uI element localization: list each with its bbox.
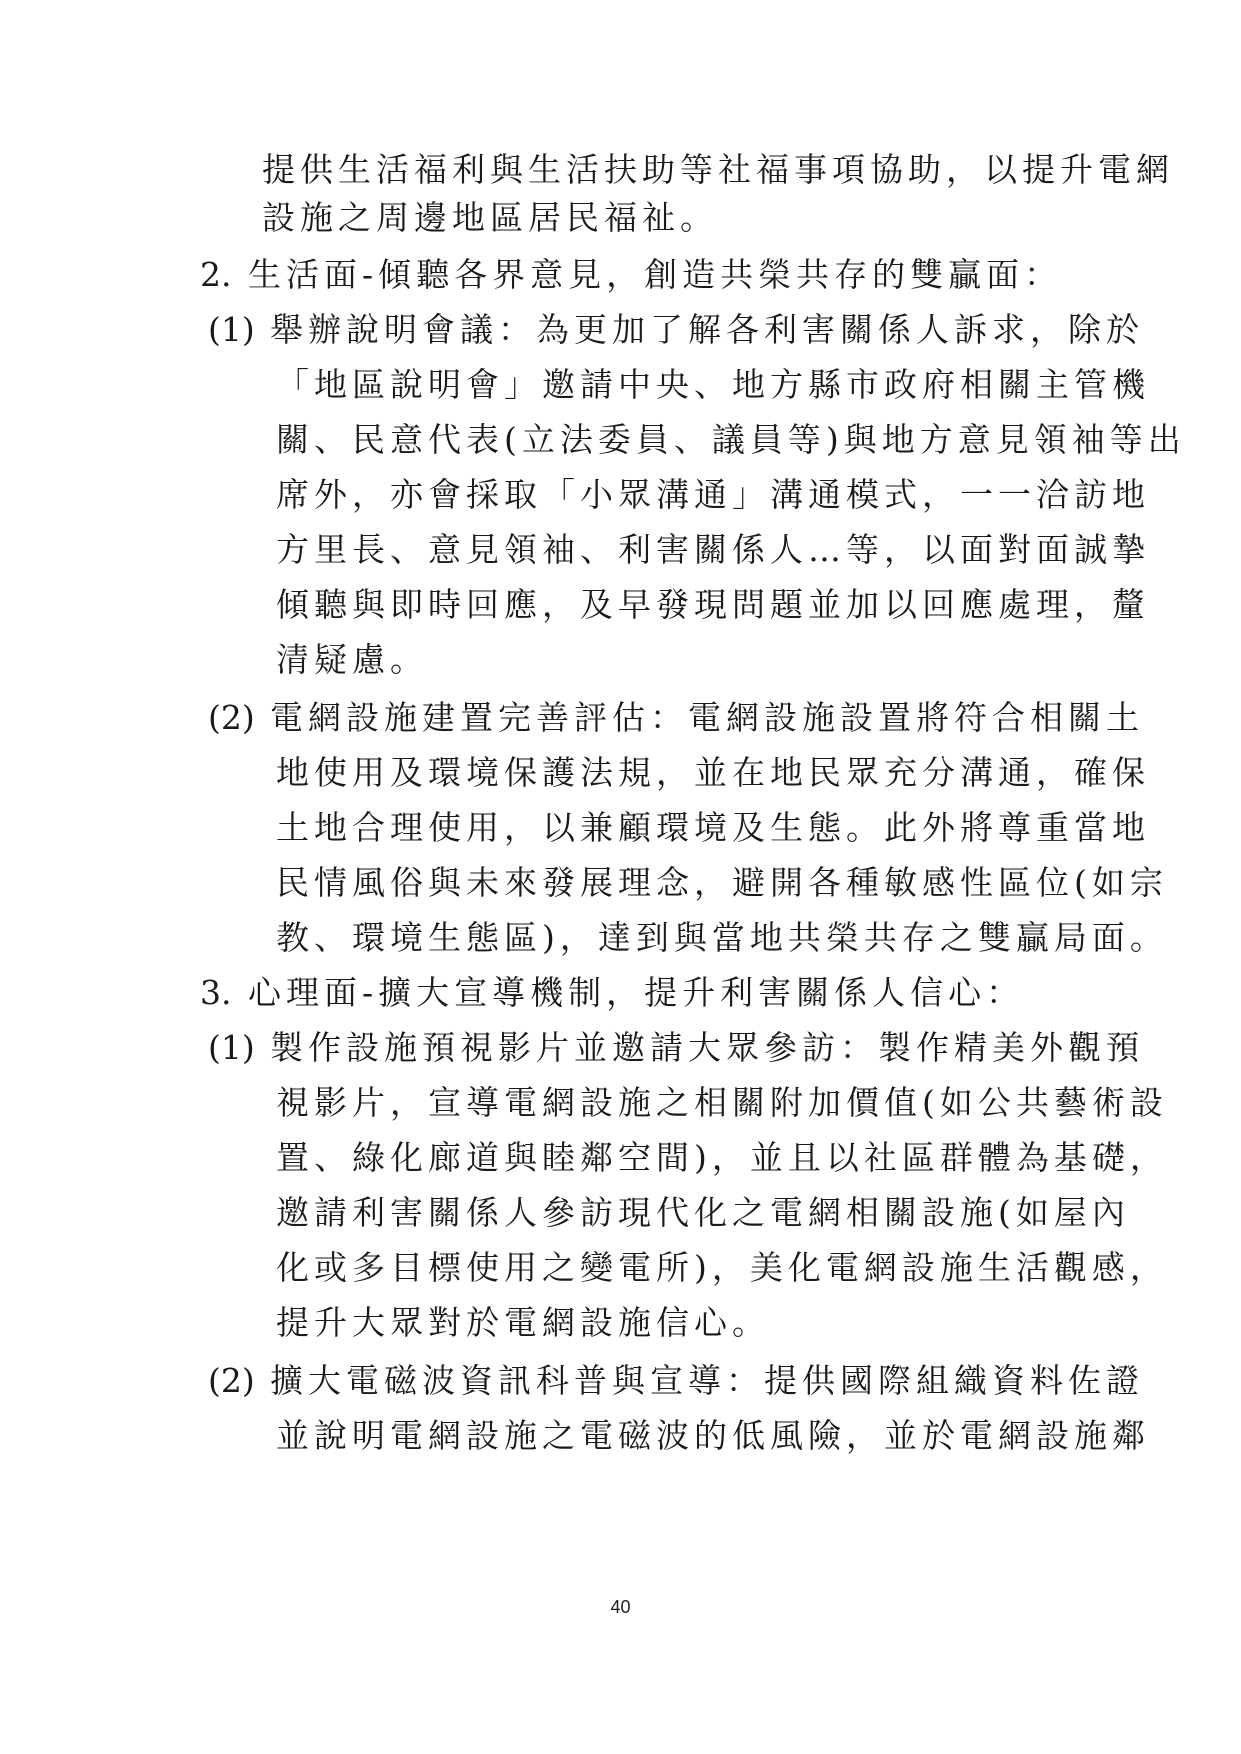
list-item-line: 化或多目標使用之變電所)，美化電網設施生活觀感，	[276, 1248, 1168, 1287]
list-item-line: 民情風俗與未來發展理念，避開各種敏感性區位(如宗	[276, 863, 1168, 902]
paragraph-line: 設施之周邊地區居民福祉。	[262, 198, 718, 237]
list-item	[208, 310, 1144, 350]
list-item-line: 地使用及環境保護法規，並在地民眾充分溝通，確保	[276, 753, 1150, 792]
list-item-line: 教、環境生態區)，達到與當地共榮共存之雙贏局面。	[276, 918, 1168, 957]
section-title: 心理面-擴大宣導機制，提升利害關係人信心：	[248, 973, 1025, 1012]
list-item-line: 置、綠化廊道與睦鄰空間)，並且以社區群體為基礎，	[276, 1138, 1168, 1177]
list-item-line: 邀請利害關係人參訪現代化之電網相關設施(如屋內	[276, 1193, 1130, 1232]
list-item-line: 提升大眾對於電網設施信心。	[276, 1303, 770, 1342]
list-item-line: 視影片，宣導電網設施之相關附加價值(如公共藝術設	[276, 1083, 1168, 1122]
list-item-line: 並說明電網設施之電磁波的低風險，並於電網設施鄰	[276, 1416, 1150, 1455]
list-item-line: 清疑慮。	[276, 640, 428, 679]
section-heading	[200, 973, 1024, 1013]
list-item-line: 土地合理使用，以兼顧環境及生態。此外將尊重當地	[276, 808, 1150, 847]
list-item-text: 電網設施建置完善評估：電網設施設置將符合相關土	[270, 698, 1144, 737]
list-item-text: 製作設施預視影片並邀請大眾參訪：製作精美外觀預	[270, 1028, 1144, 1067]
list-item-text: 舉辦說明會議：為更加了解各利害關係人訴求，除於	[270, 310, 1144, 349]
section-title: 生活面-傾聽各界意見，創造共榮共存的雙贏面：	[248, 255, 1063, 294]
list-item-line: 方里長、意見領袖、利害關係人…等，以面對面誠摯	[276, 530, 1150, 569]
paragraph-line: 提供生活福利與生活扶助等社福事項協助，以提升電網	[262, 150, 1174, 189]
section-number: 2.	[200, 255, 232, 294]
section-heading	[200, 255, 1062, 295]
list-item	[208, 1361, 1144, 1401]
section-number: 3.	[200, 973, 232, 1012]
list-item-number: (2)	[208, 698, 255, 737]
list-item-line: 傾聽與即時回應，及早發現問題並加以回應處理，釐	[276, 585, 1150, 624]
list-item	[208, 698, 1144, 738]
page-number: 40	[610, 1597, 631, 1617]
list-item-number: (1)	[208, 310, 255, 349]
list-item-line: 關、民意代表(立法委員、議員等)與地方意見領袖等出	[276, 420, 1186, 459]
list-item-line: 席外，亦會採取「小眾溝通」溝通模式，一一洽訪地	[276, 475, 1150, 514]
list-item	[208, 1028, 1144, 1068]
list-item-number: (2)	[208, 1361, 255, 1400]
list-item-line: 「地區說明會」邀請中央、地方縣市政府相關主管機	[276, 365, 1150, 404]
list-item-text: 擴大電磁波資訊科普與宣導：提供國際組織資料佐證	[270, 1361, 1144, 1400]
list-item-number: (1)	[208, 1028, 255, 1067]
